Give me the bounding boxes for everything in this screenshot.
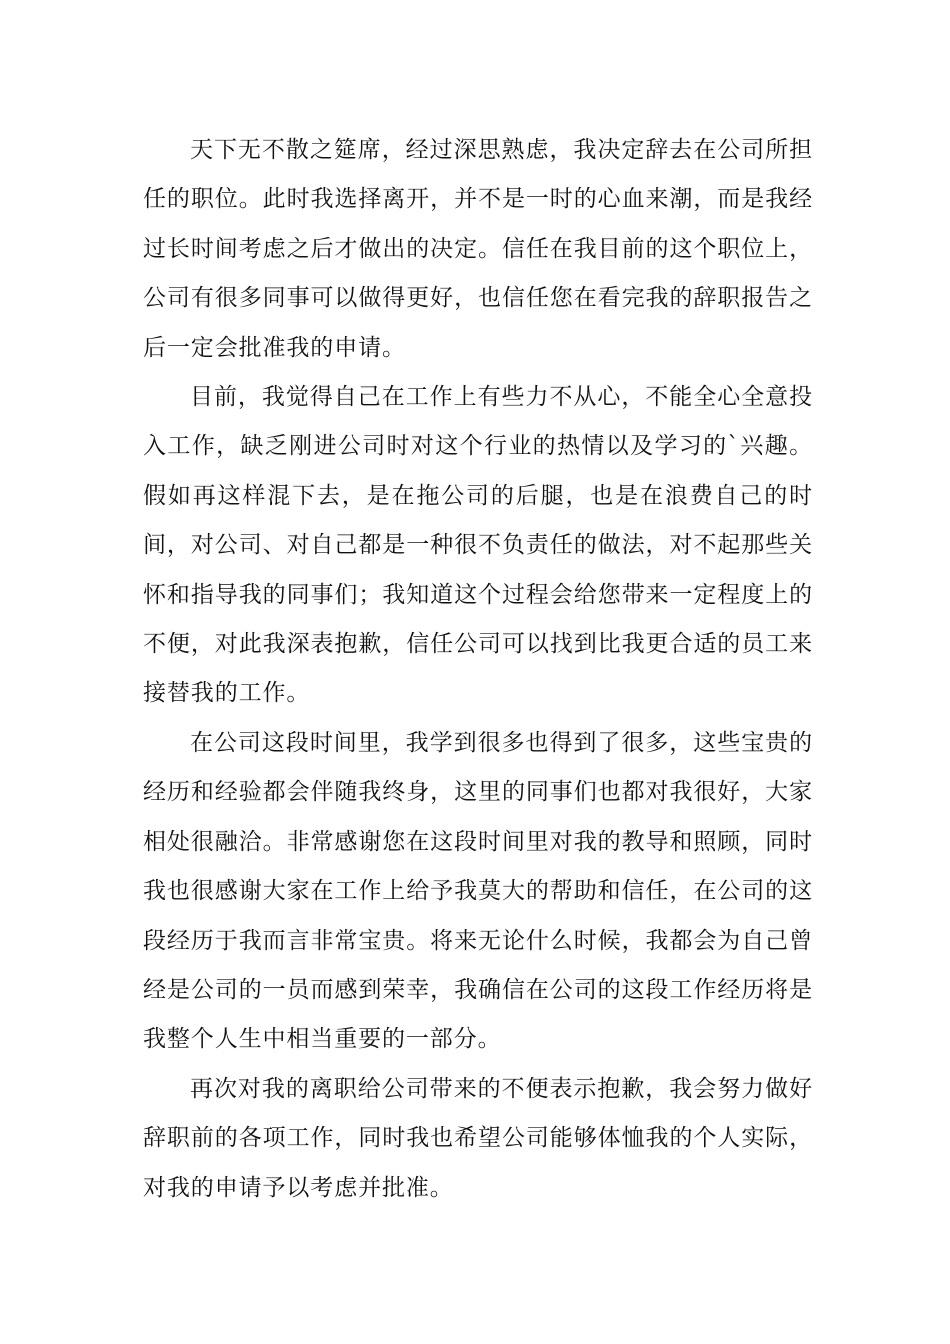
paragraph-2: 目前，我觉得自己在工作上有些力不从心，不能全心全意投入工作，缺乏刚进公司时对这个行业的热情以及学习的`兴趣。假如再这样混下去，是在拖公司的后腿，也是在浪费自己的时间，对公司、对自己都是一种很不负责任的做法，对不起那些关怀和指导我的同事们；我知道这个过程会给您带来一定程度上的不便，对此我深表抱歉，信任公司可以找到比我更合适的员工来接替我的工作。 [143, 384, 813, 707]
paragraph-1: 天下无不散之筵席，经过深思熟虑，我决定辞去在公司所担任的职位。此时我选择离开，并不是一时的心血来潮，而是我经过长时间考虑之后才做出的决定。信任在我目前的这个职位上，公司有很多同事可以做得更好，也信任您在看完我的辞职报告之后一定会批准我的申请。 [143, 137, 813, 361]
paragraph-4: 再次对我的离职给公司带来的不便表示抱歉，我会努力做好辞职前的各项工作，同时我也希望公司能够体恤我的个人实际，对我的申请予以考虑并批准。 [143, 1075, 813, 1201]
paragraph-3: 在公司这段时间里，我学到很多也得到了很多，这些宝贵的经历和经验都会伴随我终身，这里的同事们也都对我很好，大家相处很融洽。非常感谢您在这段时间里对我的教导和照顾，同时我也很感谢大家在工作上给予我莫大的帮助和信任，在公司的这段经历于我而言非常宝贵。将来无论什么时候，我都会为自己曾经是公司的一员而感到荣幸，我确信在公司的这段工作经历将是我整个人生中相当重要的一部分。 [143, 729, 813, 1053]
document-body [143, 126, 813, 1213]
